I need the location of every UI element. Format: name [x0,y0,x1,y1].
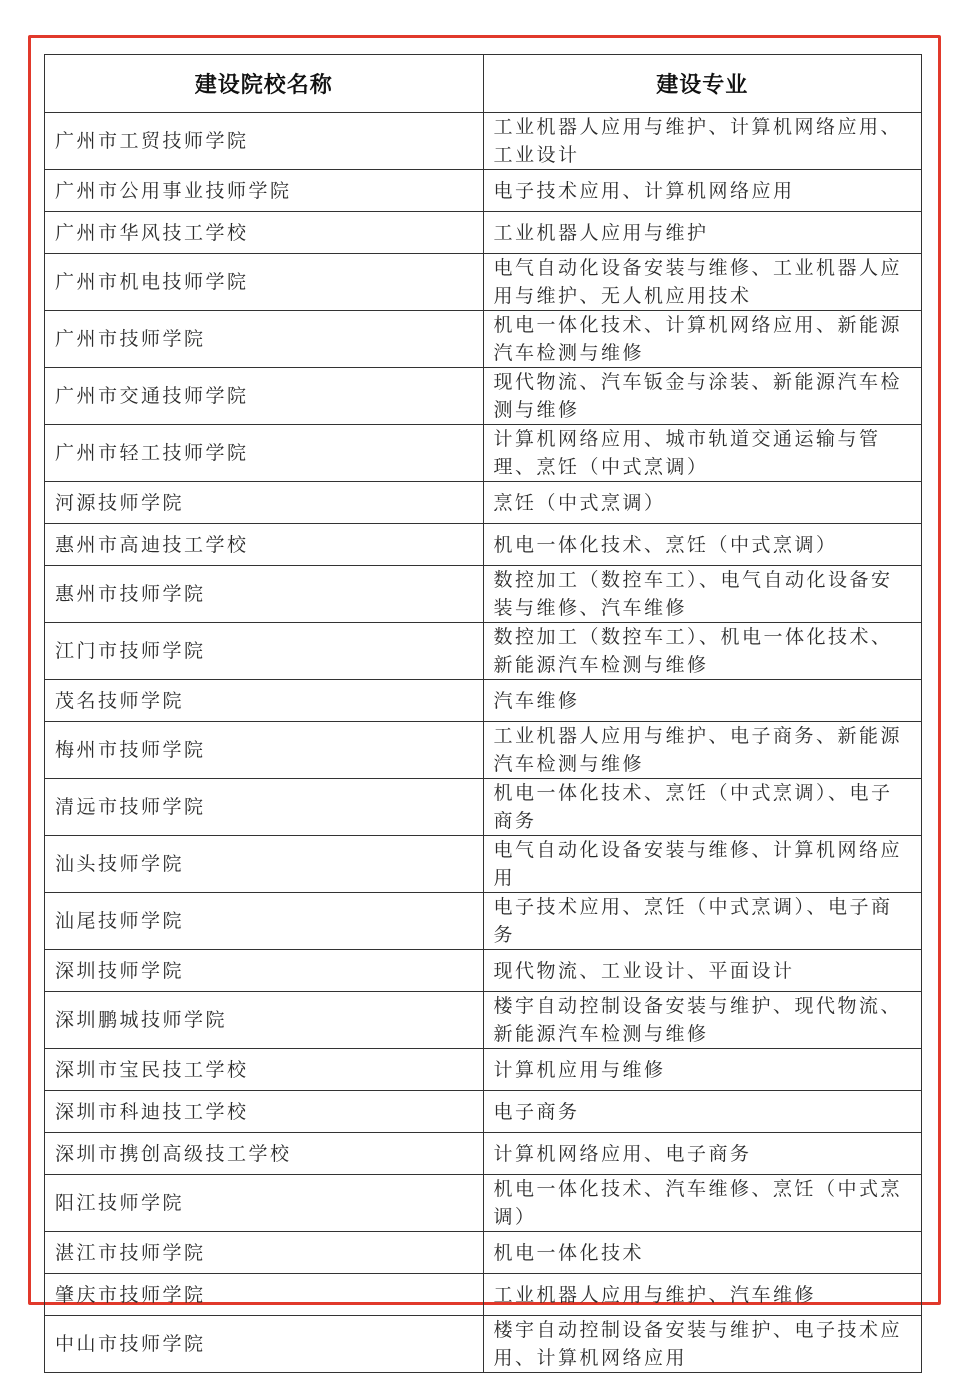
table-row [45,425,922,482]
major-cell: 电子技术应用、烹饪（中式烹调）、电子商务 [483,893,922,950]
school-name-cell: 茂名技师学院 [45,680,484,722]
school-name-cell: 广州市工贸技师学院 [45,113,484,170]
school-name-cell: 广州市机电技师学院 [45,254,484,311]
table-row [45,113,922,170]
school-name-cell: 深圳市携创高级技工学校 [45,1133,484,1175]
table-body [45,113,922,1373]
table-row [45,1133,922,1175]
school-major-table [44,54,922,1373]
major-cell: 电气自动化设备安装与维修、工业机器人应用与维护、无人机应用技术 [483,254,922,311]
school-name-cell: 广州市技师学院 [45,311,484,368]
table-row [45,311,922,368]
table-row [45,524,922,566]
school-name-cell: 阳江技师学院 [45,1175,484,1232]
school-name-cell: 肇庆市技师学院 [45,1274,484,1316]
header-major: 建设专业 [483,55,922,113]
table-row [45,992,922,1049]
major-cell: 机电一体化技术、计算机网络应用、新能源汽车检测与维修 [483,311,922,368]
school-name-cell: 湛江市技师学院 [45,1232,484,1274]
major-cell: 汽车维修 [483,680,922,722]
table-row [45,1091,922,1133]
school-name-cell: 广州市轻工技师学院 [45,425,484,482]
major-cell: 楼宇自动控制设备安装与维护、现代物流、新能源汽车检测与维修 [483,992,922,1049]
major-cell: 电气自动化设备安装与维修、计算机网络应用 [483,836,922,893]
major-cell: 现代物流、工业设计、平面设计 [483,950,922,992]
major-cell: 楼宇自动控制设备安装与维护、电子技术应用、计算机网络应用 [483,1316,922,1373]
major-cell: 数控加工（数控车工）、电气自动化设备安装与维修、汽车维修 [483,566,922,623]
table-row [45,680,922,722]
major-cell: 计算机应用与维修 [483,1049,922,1091]
major-cell: 烹饪（中式烹调） [483,482,922,524]
major-cell: 计算机网络应用、电子商务 [483,1133,922,1175]
major-cell: 机电一体化技术、烹饪（中式烹调）、电子商务 [483,779,922,836]
school-name-cell: 汕头技师学院 [45,836,484,893]
school-name-cell: 河源技师学院 [45,482,484,524]
table-row [45,368,922,425]
table-row [45,170,922,212]
school-name-cell: 惠州市技师学院 [45,566,484,623]
school-name-cell: 汕尾技师学院 [45,893,484,950]
table-row [45,212,922,254]
major-cell: 工业机器人应用与维护 [483,212,922,254]
table-row [45,566,922,623]
school-name-cell: 中山市技师学院 [45,1316,484,1373]
table-row [45,623,922,680]
school-name-cell: 广州市交通技师学院 [45,368,484,425]
table-row [45,1274,922,1316]
school-name-cell: 广州市华风技工学校 [45,212,484,254]
school-name-cell: 深圳市宝民技工学校 [45,1049,484,1091]
table-header-row [45,55,922,113]
major-cell: 现代物流、汽车钣金与涂装、新能源汽车检测与维修 [483,368,922,425]
table-row [45,482,922,524]
school-name-cell: 江门市技师学院 [45,623,484,680]
table-row [45,893,922,950]
major-cell: 数控加工（数控车工）、机电一体化技术、新能源汽车检测与维修 [483,623,922,680]
school-name-cell: 深圳技师学院 [45,950,484,992]
major-cell: 工业机器人应用与维护、电子商务、新能源汽车检测与维修 [483,722,922,779]
table-row [45,1049,922,1091]
table-row [45,836,922,893]
table-row [45,722,922,779]
table-row [45,950,922,992]
school-name-cell: 清远市技师学院 [45,779,484,836]
major-cell: 工业机器人应用与维护、汽车维修 [483,1274,922,1316]
table-row [45,1175,922,1232]
table-row [45,254,922,311]
school-name-cell: 深圳市科迪技工学校 [45,1091,484,1133]
school-name-cell: 梅州市技师学院 [45,722,484,779]
school-name-cell: 深圳鹏城技师学院 [45,992,484,1049]
major-cell: 计算机网络应用、城市轨道交通运输与管理、烹饪（中式烹调） [483,425,922,482]
school-name-cell: 广州市公用事业技师学院 [45,170,484,212]
major-cell: 机电一体化技术、烹饪（中式烹调） [483,524,922,566]
major-cell: 机电一体化技术、汽车维修、烹饪（中式烹调） [483,1175,922,1232]
major-cell: 电子技术应用、计算机网络应用 [483,170,922,212]
table-row [45,1316,922,1373]
school-name-cell: 惠州市高迪技工学校 [45,524,484,566]
table-row [45,779,922,836]
major-cell: 工业机器人应用与维护、计算机网络应用、工业设计 [483,113,922,170]
table-row [45,1232,922,1274]
major-cell: 电子商务 [483,1091,922,1133]
major-cell: 机电一体化技术 [483,1232,922,1274]
header-school-name: 建设院校名称 [45,55,484,113]
